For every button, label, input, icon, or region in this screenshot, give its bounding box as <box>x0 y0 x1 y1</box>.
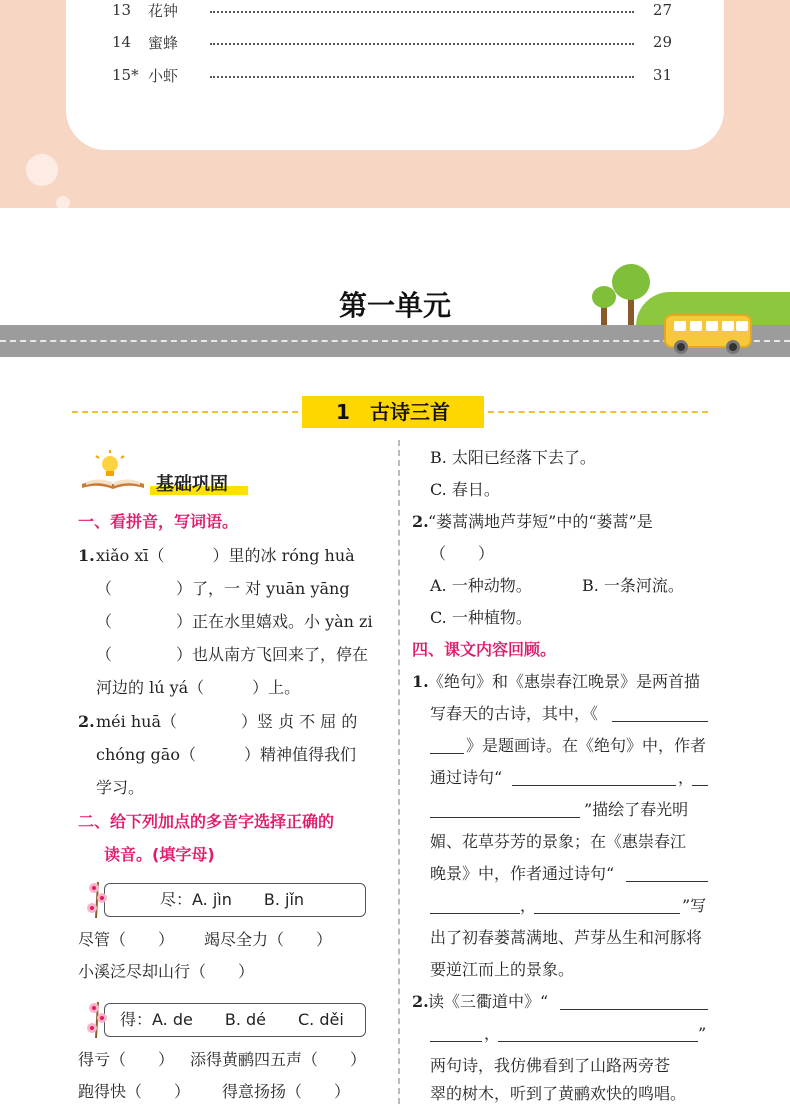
toc-leader <box>210 11 634 13</box>
option-text: C. 春日。 <box>430 480 500 499</box>
answer-item[interactable]: 尽管（ ） <box>78 930 175 949</box>
answer-slot[interactable]: （ ） <box>430 544 495 563</box>
fill-blank[interactable] <box>430 898 520 914</box>
flower-icon <box>82 878 112 920</box>
column-divider <box>398 440 400 1104</box>
fill-blank[interactable] <box>626 866 708 882</box>
toc-title: 蜜蜂 <box>148 33 179 52</box>
toc-row[interactable] <box>112 29 672 55</box>
question-text[interactable]: méi huā（ ）竖 贞 不 屈 的 <box>96 712 358 731</box>
question-number: 1. <box>78 546 95 565</box>
toc-row[interactable] <box>112 0 672 23</box>
answer-item[interactable]: 得意扬扬（ ） <box>222 1082 351 1101</box>
question-text: 要逆江而上的景象。 <box>430 960 575 979</box>
question-text: 《绝句》和《惠崇春江晚景》是两首描 <box>428 672 701 691</box>
fill-blank[interactable] <box>430 738 464 754</box>
question-text: “蒌蒿满地芦芽短”中的“蒌蒿”是 <box>428 512 653 531</box>
section-heading: 基础巩固 <box>156 474 228 495</box>
fill-blank[interactable] <box>534 898 680 914</box>
question-text[interactable]: （ ）也从南方飞回来了，停在 <box>96 645 369 664</box>
question-text: 写春天的古诗，其中，《 <box>430 704 599 723</box>
question-number: 2. <box>412 992 429 1011</box>
lesson-title: 1 古诗三首 <box>302 396 484 428</box>
question-text[interactable]: （ ）正在水里嬉戏。小 yàn zi <box>96 612 373 631</box>
toc-number: 13 <box>112 1 132 19</box>
unit-title: 第一单元 <box>338 289 451 322</box>
question-text: ， <box>678 768 695 787</box>
fill-blank[interactable] <box>498 1026 698 1042</box>
bus-wheel <box>674 340 688 354</box>
toc-page: 29 <box>652 33 672 51</box>
pronunciation-options: 得：A. de B. dé C. děi <box>120 1010 344 1029</box>
option-text[interactable]: B. 一条河流。 <box>582 576 684 595</box>
answer-item[interactable]: 跑得快（ ） <box>78 1082 191 1101</box>
question-text: 读《三衢道中》“ <box>428 992 549 1011</box>
question-number: 2. <box>78 712 95 731</box>
question-number: 1. <box>412 672 429 691</box>
question-text: ”描绘了春光明 <box>584 800 689 819</box>
question-section-title: 二、给下列加点的多音字选择正确的 <box>78 812 335 831</box>
toc-row[interactable] <box>112 62 672 88</box>
bus-wheel <box>726 340 740 354</box>
answer-item[interactable]: 得亏（ ） <box>78 1050 175 1069</box>
toc-section <box>0 0 790 208</box>
question-text: 出了初春蒌蒿满地、芦芽丛生和河豚将 <box>430 928 703 947</box>
toc-leader <box>210 76 634 78</box>
question-text: 晚景》中，作者通过诗句“ <box>430 864 615 883</box>
toc-title: 小虾 <box>148 66 179 85</box>
question-section-title: 四、课文内容回顾。 <box>412 640 557 659</box>
answer-item[interactable]: 添得黄鹂四五声（ ） <box>190 1050 367 1069</box>
question-text: ”写 <box>682 896 707 915</box>
fill-blank[interactable] <box>692 770 708 786</box>
toc-number: 15* <box>112 66 139 84</box>
question-text: 两句诗，我仿佛看到了山路两旁苍 <box>430 1056 671 1075</box>
lightbulb-book-icon <box>80 448 146 492</box>
fill-blank[interactable] <box>430 1026 482 1042</box>
toc-title: 花钟 <box>148 1 179 20</box>
option-text[interactable]: C. 一种植物。 <box>430 608 532 627</box>
question-text: 》是题画诗。在《绝句》中，作者 <box>466 736 707 755</box>
question-text: ， <box>520 896 537 915</box>
toc-leader <box>210 43 634 45</box>
option-text[interactable]: A. 一种动物。 <box>430 576 532 595</box>
fill-blank[interactable] <box>560 994 708 1010</box>
divider <box>72 411 298 413</box>
option-text: B. 太阳已经落下去了。 <box>430 448 596 467</box>
question-text[interactable]: chóng gāo（ ）精神值得我们 <box>96 745 356 764</box>
pronunciation-options: 尽：A. jìn B. jǐn <box>160 890 305 909</box>
toc-page: 31 <box>652 66 672 84</box>
flower-icon <box>82 998 112 1040</box>
fill-blank[interactable] <box>612 706 708 722</box>
question-text: 学习。 <box>96 778 145 797</box>
decor-bubble <box>26 154 58 186</box>
question-section-title: 一、看拼音，写词语。 <box>78 512 239 531</box>
question-section-title: 读音。(填字母) <box>104 845 215 864</box>
question-text: ， <box>484 1024 501 1043</box>
fill-blank[interactable] <box>512 770 676 786</box>
question-text[interactable]: xiǎo xī（ ）里的冰 róng huà <box>96 546 355 565</box>
decor-bubble <box>56 196 70 208</box>
toc-number: 14 <box>112 33 132 51</box>
question-text: 通过诗句“ <box>430 768 503 787</box>
question-text[interactable]: 河边的 lú yá（ ）上。 <box>96 678 301 697</box>
question-text: ” <box>698 1024 707 1043</box>
fill-blank[interactable] <box>430 802 580 818</box>
answer-item[interactable]: 竭尽全力（ ） <box>204 930 333 949</box>
question-number: 2. <box>412 512 429 531</box>
question-text: 翠的树木，听到了黄鹂欢快的鸣唱。 <box>430 1084 687 1103</box>
answer-item[interactable]: 小溪泛尽却山行（ ） <box>78 962 255 981</box>
question-text[interactable]: （ ）了，一 对 yuān yāng <box>96 579 350 598</box>
toc-page: 27 <box>652 1 672 19</box>
divider <box>488 411 708 413</box>
question-text: 媚、花草芬芳的景象；在《惠崇春江 <box>430 832 687 851</box>
